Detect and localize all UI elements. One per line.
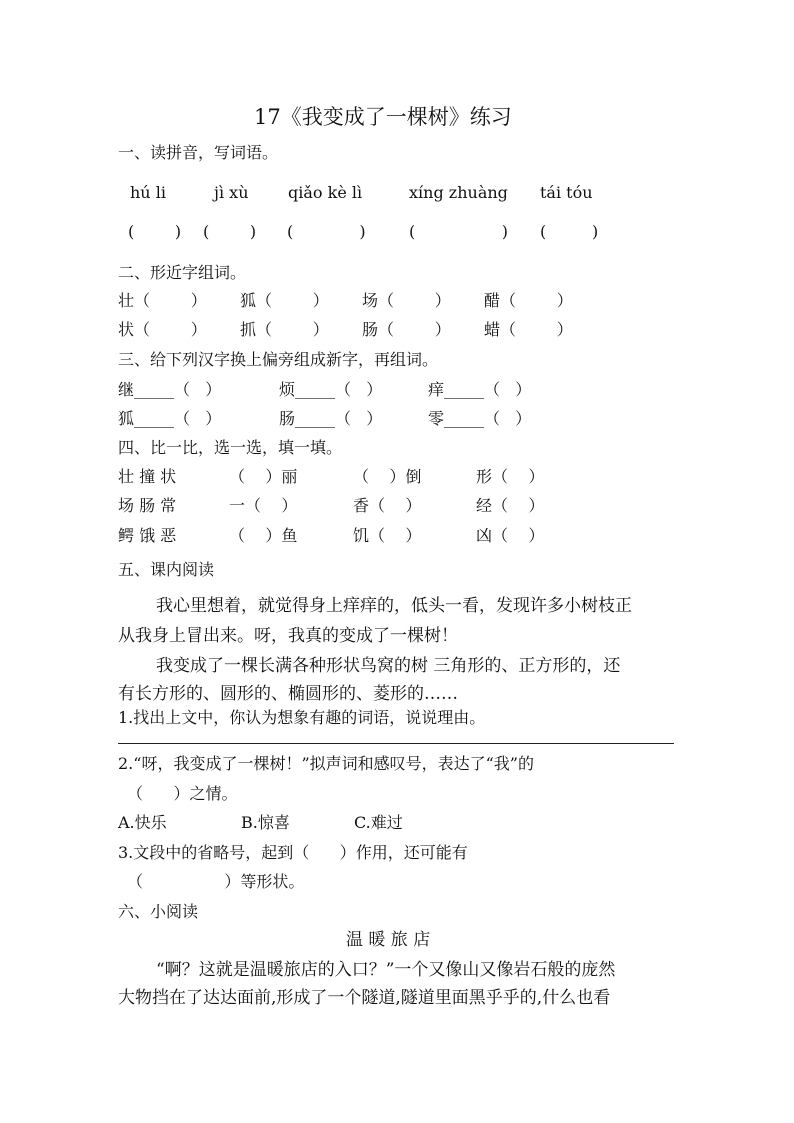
option-c[interactable]: C.难过 (354, 813, 403, 832)
word-item[interactable]: 零_____（ ） (428, 409, 532, 428)
answer-line[interactable] (118, 743, 674, 744)
section-1-heading: 一、读拼音，写词语。 (118, 143, 279, 162)
fill-item[interactable]: （ ）倒 (353, 467, 422, 486)
fill-item[interactable]: 香（ ） (353, 496, 422, 515)
question-1: 1.找出上文中，你认为想象有趣的词语，说说理由。 (118, 708, 486, 727)
fill-item[interactable]: 形（ ） (476, 467, 545, 486)
pinyin-item: hú li (130, 183, 166, 202)
pinyin-item: jì xù (214, 183, 249, 202)
fill-item[interactable]: （ ）鱼 (229, 526, 298, 545)
answer-blank[interactable]: ( ) (203, 222, 257, 241)
fill-item[interactable]: （ ）丽 (229, 467, 298, 486)
passage-line: 从我身上冒出来。呀，我真的变成了一棵树！ (118, 626, 458, 646)
word-item[interactable]: 肠（ ） (362, 320, 451, 339)
word-item[interactable]: 烦_____（ ） (279, 380, 383, 399)
word-item[interactable]: 狐_____（ ） (118, 409, 222, 428)
option-b[interactable]: B.惊喜 (241, 813, 290, 832)
word-item[interactable]: 状（ ） (118, 320, 207, 339)
word-item[interactable]: 痒_____（ ） (428, 380, 532, 399)
word-item[interactable]: 醋（ ） (484, 291, 573, 310)
char-group: 壮 撞 状 (118, 467, 177, 486)
word-item[interactable]: 肠_____（ ） (279, 409, 383, 428)
fill-item[interactable]: 一（ ） (229, 496, 298, 515)
word-item[interactable]: 抓（ ） (240, 320, 329, 339)
section-4-heading: 四、比一比，选一选，填一填。 (118, 438, 343, 457)
passage-line: 有长方形的、圆形的、椭圆形的、菱形的…… (118, 684, 458, 704)
pinyin-item: qiǎo kè lì (288, 183, 363, 202)
char-group: 鳄 饿 恶 (118, 526, 177, 545)
word-item[interactable]: 蜡（ ） (484, 320, 573, 339)
section-5-heading: 五、课内阅读 (118, 560, 215, 579)
fill-item[interactable]: 凶（ ） (476, 526, 545, 545)
word-item[interactable]: 继_____（ ） (118, 380, 222, 399)
answer-blank[interactable]: ( ) (540, 222, 599, 241)
question-3-blank[interactable]: （ ）等形状。 (127, 872, 305, 891)
pinyin-item: xíng zhuàng (409, 183, 508, 202)
section-6-heading: 六、小阅读 (118, 902, 199, 921)
section-3-heading: 三、给下列汉字换上偏旁组成新字，再组词。 (118, 350, 439, 369)
word-item[interactable]: 狐（ ） (240, 291, 329, 310)
word-item[interactable]: 壮（ ） (118, 291, 207, 310)
story-title: 温 暖 旅 店 (346, 930, 431, 950)
story-line: “啊？这就是温暖旅店的入口？”一个又像山又像岩石般的庞然 (156, 960, 616, 980)
question-2-blank[interactable]: （ ）之情。 (127, 784, 238, 803)
question-2: 2.“呀，我变成了一棵树！”拟声词和感叹号，表达了“我”的 (118, 754, 534, 773)
fill-item[interactable]: 饥（ ） (353, 526, 422, 545)
fill-item[interactable]: 经（ ） (476, 496, 545, 515)
passage-line: 我变成了一棵长满各种形状鸟窝的树 三角形的、正方形的，还 (156, 656, 621, 676)
char-group: 场 肠 常 (118, 496, 177, 515)
story-line: 大物挡在了达达面前,形成了一个隧道,隧道里面黑乎乎的,什么也看 (118, 988, 611, 1008)
passage-line: 我心里想着，就觉得身上痒痒的，低头一看，发现许多小树枝正 (156, 596, 632, 616)
section-2-heading: 二、形近字组词。 (118, 263, 247, 282)
answer-blank[interactable]: ( ) (409, 222, 508, 241)
answer-blank[interactable]: ( ) (287, 222, 366, 241)
option-a[interactable]: A.快乐 (118, 813, 167, 832)
question-3: 3.文段中的省略号，起到（ ）作用，还可能有 (118, 843, 468, 862)
page-title: 17《我变成了一棵树》练习 (254, 105, 512, 129)
pinyin-item: tái tóu (540, 183, 593, 202)
answer-blank[interactable]: ( ) (128, 222, 182, 241)
word-item[interactable]: 场（ ） (362, 291, 451, 310)
